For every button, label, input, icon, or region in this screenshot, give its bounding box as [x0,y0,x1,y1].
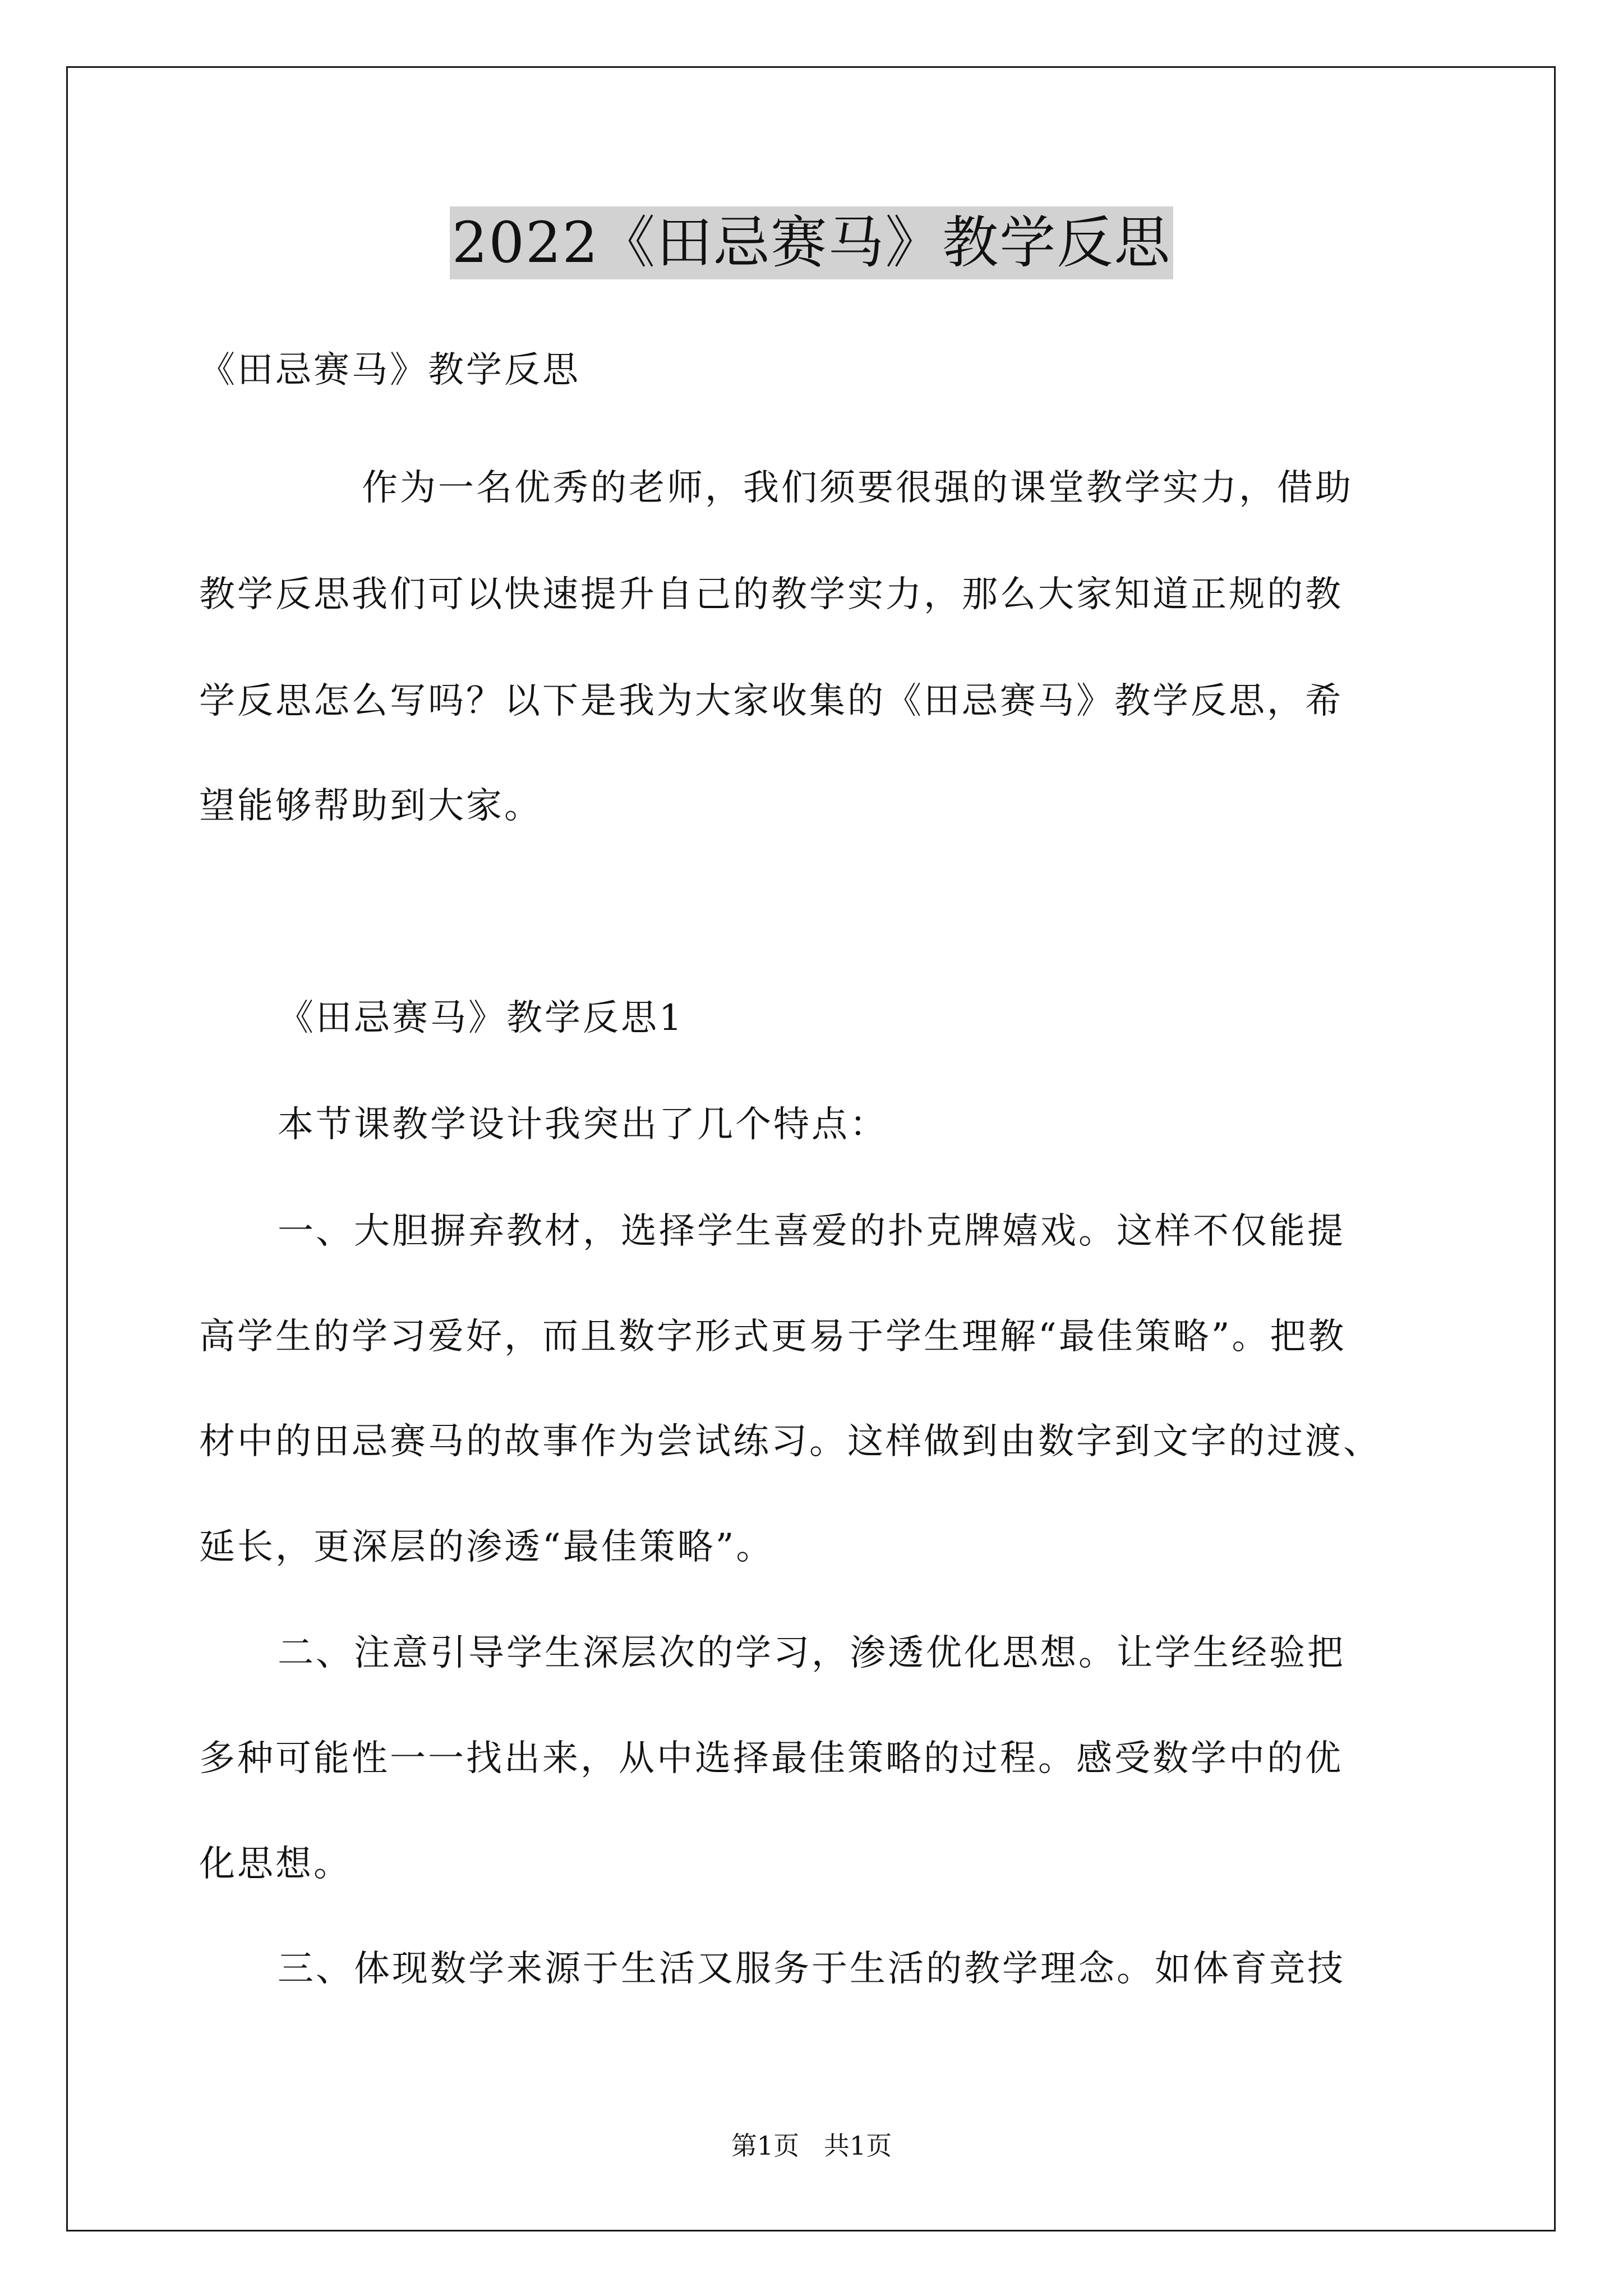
section-heading: 《田忌赛马》教学反思 [199,349,580,391]
paragraph-line: 望能够帮助到大家。 [199,785,542,827]
paragraph-line: 延长，更深层的渗透“最佳策略”。 [199,1526,774,1568]
paragraph-line: 一、大胆摒弃教材，选择学生喜爱的扑克牌嬉戏。这样不仅能提 [278,1211,1345,1252]
paragraph-line: 本节课教学设计我突出了几个特点： [278,1104,888,1145]
paragraph-line: 化思想。 [199,1843,352,1885]
paragraph-line: 学反思怎么写吗？以下是我为大家收集的《田忌赛马》教学反思，希 [199,680,1343,722]
paragraph-line: 高学生的学习爱好，而且数字形式更易于学生理解“最佳策略”。把教 [199,1316,1347,1358]
paragraph-line: 材中的田忌赛马的故事作为尝试练习。这样做到由数字到文字的过渡、 [199,1421,1381,1462]
paragraph-line: 三、体现数学来源于生活又服务于生活的教学理念。如体育竞技 [278,1948,1345,1990]
paragraph-line: 教学反思我们可以快速提升自己的教学实力，那么大家知道正规的教 [199,574,1343,615]
document-title: 2022《田忌赛马》教学反思 [450,206,1174,279]
paragraph-line: 二、注意引导学生深层次的学习，渗透优化思想。让学生经验把 [278,1632,1345,1674]
section-heading: 《田忌赛马》教学反思1 [278,997,684,1039]
title-container [0,206,1623,279]
page-footer: 第1页 共1页 [731,2131,892,2161]
paragraph-line: 多种可能性一一找出来，从中选择最佳策略的过程。感受数学中的优 [199,1738,1343,1779]
paragraph-line: 作为一名优秀的老师，我们须要很强的课堂教学实力，借助 [362,467,1353,509]
